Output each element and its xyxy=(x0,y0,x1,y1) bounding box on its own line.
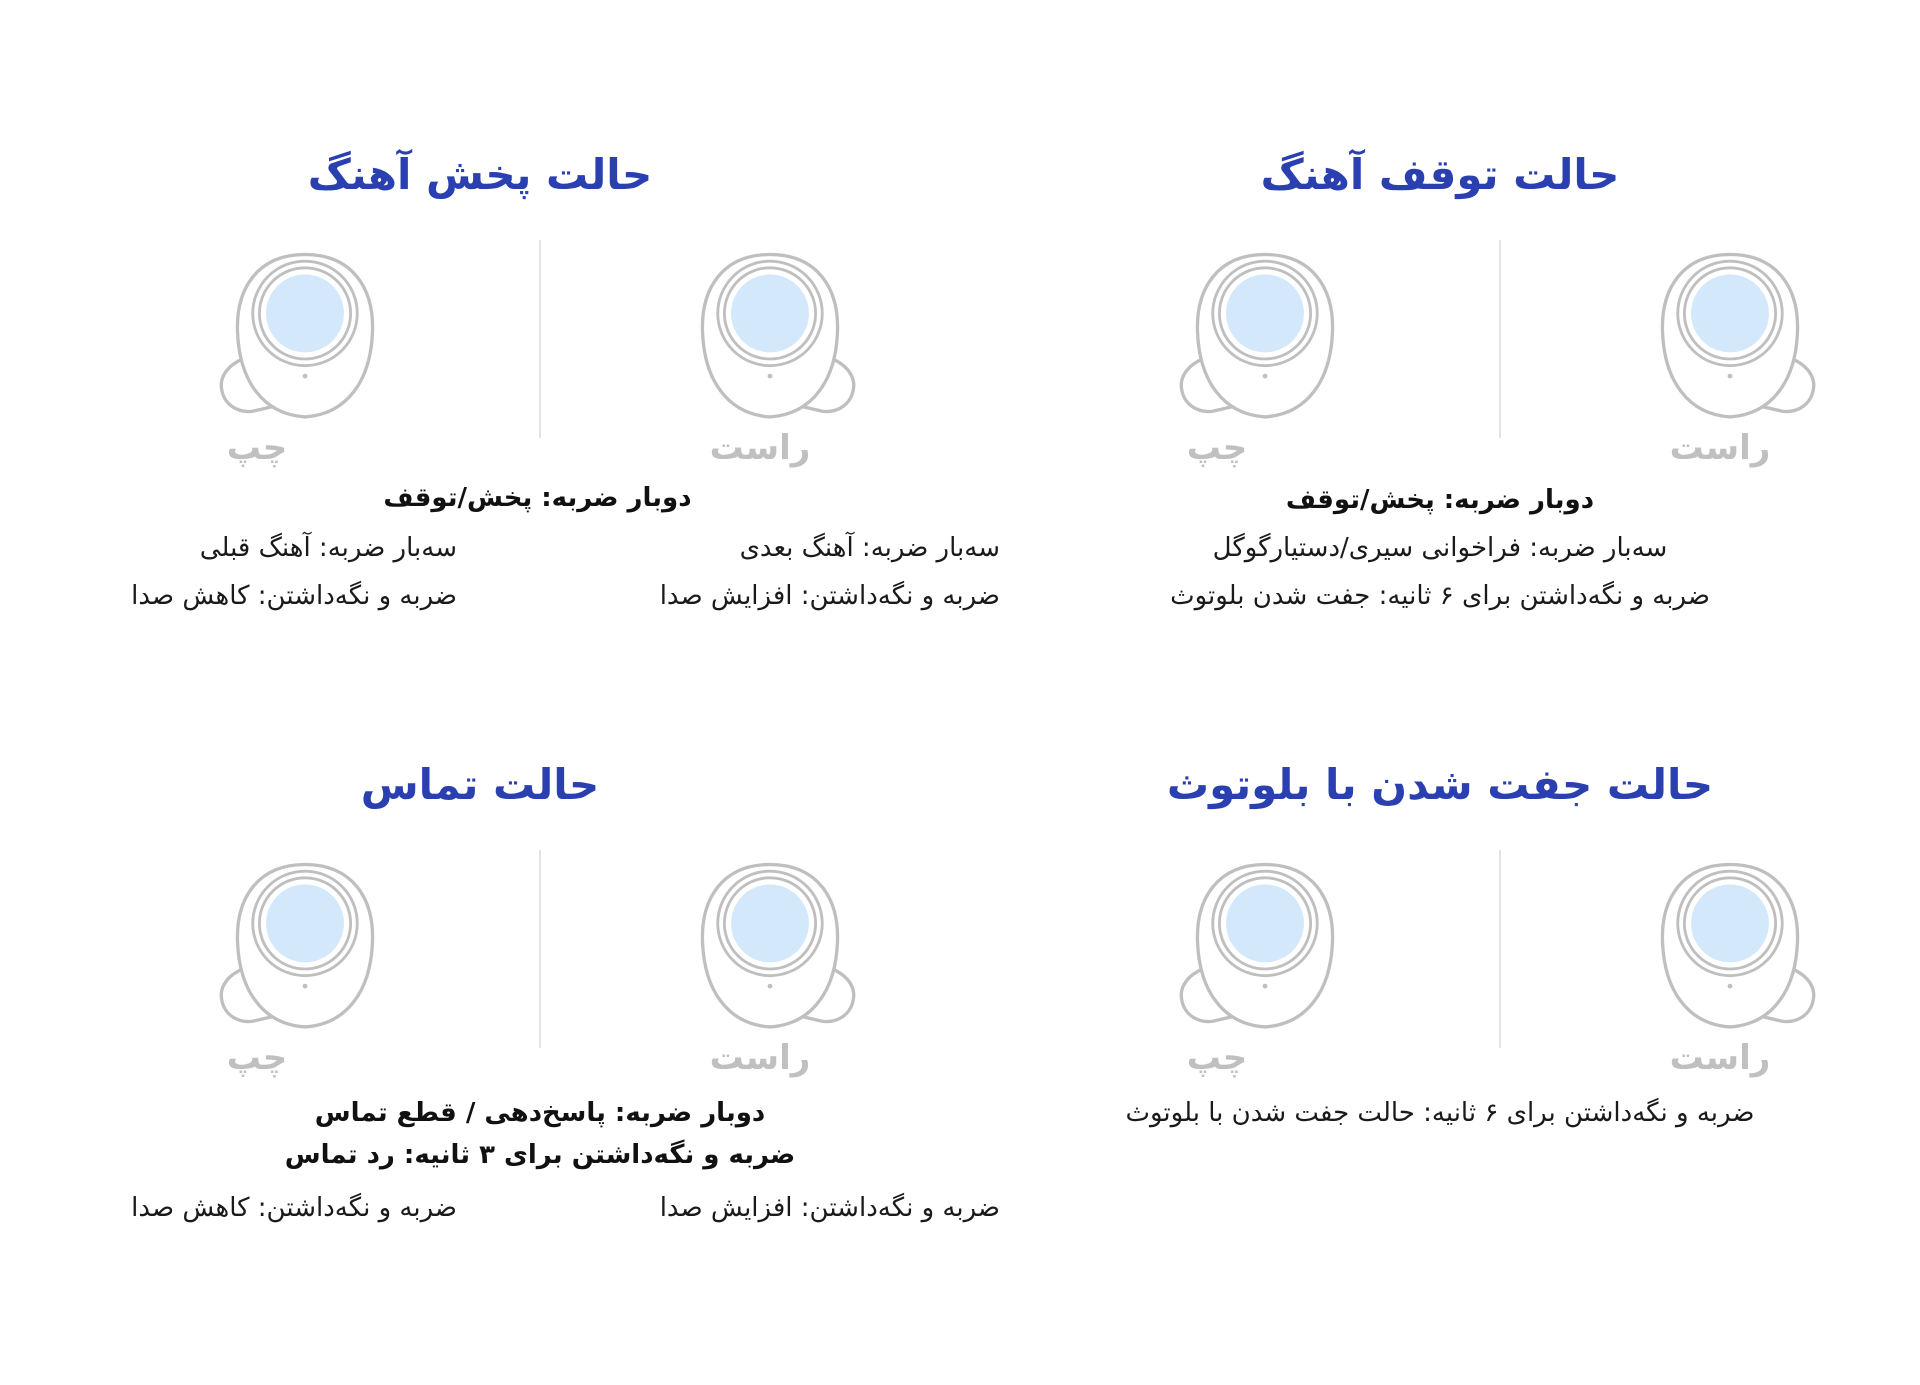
right-earbud xyxy=(1642,855,1818,1045)
left-label: چپ xyxy=(226,1038,288,1078)
earbud-left-icon xyxy=(1177,855,1353,1045)
right-label: راست xyxy=(709,428,811,468)
panel-title: حالت جفت شدن با بلوتوث xyxy=(1166,760,1714,809)
left-hold-text: ضربه و نگه‌داشتن: کاهش صدا xyxy=(131,581,457,611)
right-hold-text: ضربه و نگه‌داشتن: افزایش صدا xyxy=(659,1193,1000,1223)
left-earbud xyxy=(1177,245,1353,435)
right-earbud xyxy=(1642,245,1818,435)
panel-pairing-mode xyxy=(960,610,1920,1210)
right-label: راست xyxy=(1669,1038,1771,1078)
earbud-right-icon xyxy=(1642,245,1818,435)
earbud-left-icon xyxy=(1177,245,1353,435)
triple-tap-text: سه‌بار ضربه: فراخوانی سیری/دستیارگوگل xyxy=(1212,533,1668,563)
left-triple-tap-text: سه‌بار ضربه: آهنگ قبلی xyxy=(199,533,457,563)
divider xyxy=(539,240,541,438)
panel-title: حالت تماس xyxy=(360,760,600,809)
right-earbud xyxy=(682,855,858,1045)
left-hold-text: ضربه و نگه‌داشتن: کاهش صدا xyxy=(131,1193,457,1223)
earbud-left-icon xyxy=(217,855,393,1045)
divider xyxy=(539,850,541,1048)
hold-3s-text: ضربه و نگه‌داشتن برای ۳ ثانیه: رد تماس xyxy=(284,1140,796,1170)
panel-title: حالت توقف آهنگ xyxy=(1260,150,1620,199)
left-label: چپ xyxy=(1186,428,1248,468)
earbud-right-icon xyxy=(682,245,858,435)
right-label: راست xyxy=(1669,428,1771,468)
right-triple-tap-text: سه‌بار ضربه: آهنگ بعدی xyxy=(739,533,1000,563)
double-tap-text: دوبار ضربه: پاسخ‌دهی / قطع تماس xyxy=(314,1098,766,1128)
left-label: چپ xyxy=(226,428,288,468)
double-tap-text: دوبار ضربه: پخش/توقف xyxy=(1285,485,1595,515)
panel-title: حالت پخش آهنگ xyxy=(307,150,653,199)
right-label: راست xyxy=(709,1038,811,1078)
hold-6s-text: ضربه و نگه‌داشتن برای ۶ ثانیه: جفت شدن بلوتوث xyxy=(1170,581,1710,611)
left-earbud xyxy=(1177,855,1353,1045)
panel-pause-mode xyxy=(960,0,1920,611)
double-tap-text: دوبار ضربه: پخش/توقف xyxy=(383,483,692,513)
left-label: چپ xyxy=(1186,1038,1248,1078)
left-earbud xyxy=(217,245,393,435)
left-earbud xyxy=(217,855,393,1045)
hold-6s-text: ضربه و نگه‌داشتن برای ۶ ثانیه: حالت جفت شدن با بلوتوث xyxy=(1125,1098,1755,1128)
earbud-right-icon xyxy=(682,855,858,1045)
right-earbud xyxy=(682,245,858,435)
earbud-left-icon xyxy=(217,245,393,435)
panel-call-mode xyxy=(0,610,1000,1223)
panel-play-mode xyxy=(0,0,1000,611)
right-hold-text: ضربه و نگه‌داشتن: افزایش صدا xyxy=(659,581,1000,611)
divider xyxy=(1499,850,1501,1048)
divider xyxy=(1499,240,1501,438)
earbud-right-icon xyxy=(1642,855,1818,1045)
